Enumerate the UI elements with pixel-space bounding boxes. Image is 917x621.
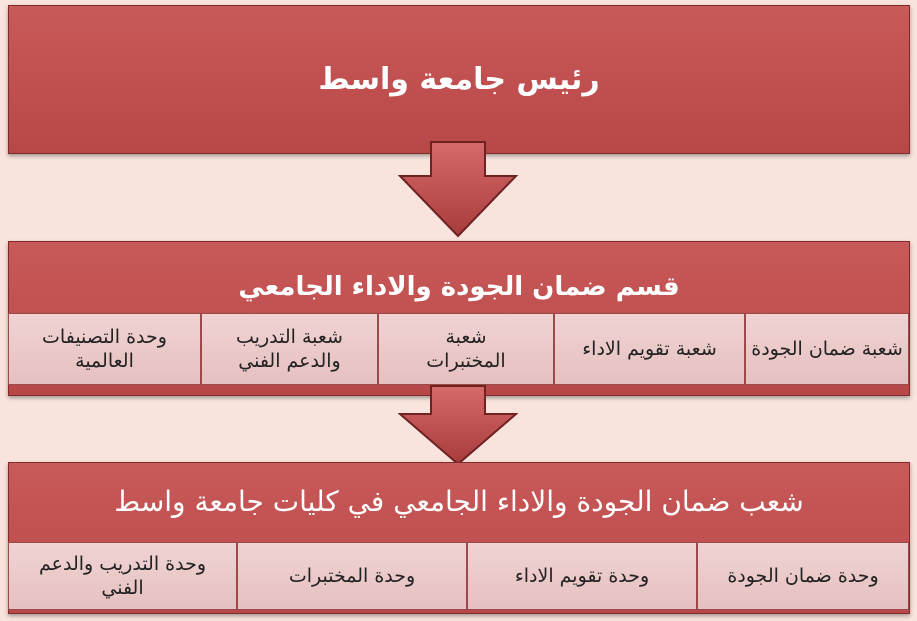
quality-department-title: قسم ضمان الجودة والاداء الجامعي: [238, 272, 680, 302]
arrow-down-icon: [398, 140, 518, 240]
division-quality-assurance: شعبة ضمان الجودة: [745, 313, 909, 385]
unit-performance-evaluation: وحدة تقويم الاداء: [467, 542, 697, 610]
unit-training-support: وحدة التدريب والدعم الفني: [8, 542, 237, 610]
president-box: [8, 5, 910, 154]
division-laboratories: شعبة المختبرات: [378, 313, 554, 385]
division-performance-evaluation: شعبة تقويم الاداء: [554, 313, 745, 385]
arrow-down-icon: [398, 384, 518, 468]
unit-global-rankings: وحدة التصنيفات العالمية: [8, 313, 201, 385]
division-training-support: شعبة التدريب والدعم الفني: [201, 313, 378, 385]
unit-laboratories: وحدة المختبرات: [237, 542, 467, 610]
president-title: رئيس جامعة واسط: [318, 62, 600, 97]
unit-quality-assurance: وحدة ضمان الجودة: [697, 542, 909, 610]
college-divisions-title: شعب ضمان الجودة والاداء الجامعي في كليات جامعة واسط: [114, 485, 804, 518]
